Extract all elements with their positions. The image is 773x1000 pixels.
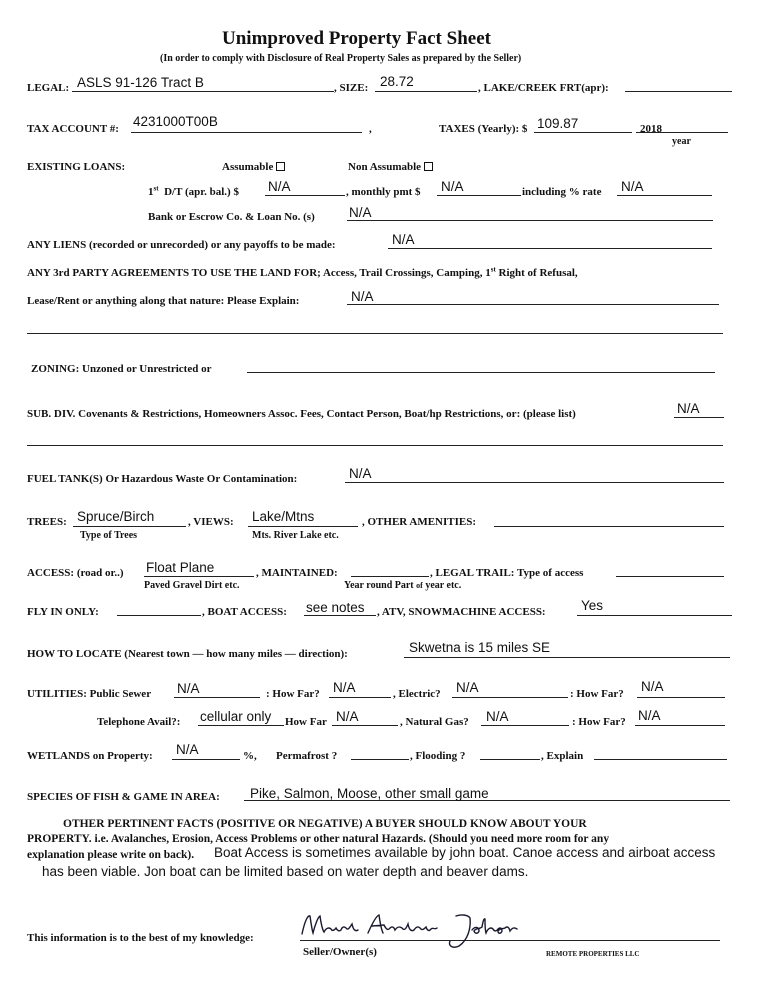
- views-label: , VIEWS:: [188, 516, 234, 528]
- dt-value[interactable]: N/A: [268, 179, 291, 194]
- wetlands-line: [172, 759, 240, 760]
- how-far-3-value[interactable]: N/A: [336, 709, 359, 724]
- zoning-line: [247, 372, 715, 373]
- fuel-value[interactable]: N/A: [349, 466, 372, 481]
- tax-account-value[interactable]: 4231000T00B: [133, 114, 218, 129]
- agreements-extra-line: [27, 333, 723, 334]
- electric-line: [452, 697, 568, 698]
- fuel-tank-label: FUEL TANK(S) Or Hazardous Waste Or Contamination:: [27, 473, 298, 485]
- how-to-locate-label: HOW TO LOCATE (Nearest town — how many miles — direction):: [27, 648, 348, 660]
- how-far-3-label: How Far: [285, 716, 327, 728]
- locate-line: [404, 657, 730, 658]
- seller-owner-label: Seller/Owner(s): [303, 946, 377, 958]
- subdiv-label: SUB. DIV. Covenants & Restrictions, Homeowners Assoc. Fees, Contact Person, Boat/hp Restrictions, or: (please list): [27, 408, 576, 420]
- atv-snowmachine-label: , ATV, SNOWMACHINE ACCESS:: [377, 606, 546, 618]
- natural-gas-label: , Natural Gas?: [400, 716, 469, 728]
- how-far-4-label: : How Far?: [572, 716, 626, 728]
- telephone-label: Telephone Avail?:: [97, 716, 181, 728]
- how-far-4-line: [635, 725, 725, 726]
- tax-year-line: [636, 132, 728, 133]
- views-line: [248, 526, 358, 527]
- fuel-line: [345, 482, 724, 483]
- bank-line: [347, 220, 713, 221]
- agreements-label-line2: Lease/Rent or anything along that nature: Please Explain:: [27, 295, 300, 307]
- liens-label: ANY LIENS (recorded or unrecorded) or any payoffs to be made:: [27, 239, 336, 251]
- bank-value[interactable]: N/A: [349, 205, 372, 220]
- non-assumable-label: Non Assumable: [348, 161, 422, 173]
- liens-line: [388, 248, 712, 249]
- size-line: [375, 91, 477, 92]
- pertinent-heading-line1: OTHER PERTINENT FACTS (POSITIVE OR NEGATIVE) A BUYER SHOULD KNOW ABOUT YOUR: [63, 818, 587, 830]
- size-label: , SIZE:: [334, 82, 369, 94]
- trees-line: [73, 526, 186, 527]
- pertinent-heading-line2: PROPERTY. i.e. Avalanches, Erosion, Access Problems or other natural Hazards. (Should you need more room for any: [27, 833, 610, 845]
- access-sublabel: Paved Gravel Dirt etc.: [144, 580, 240, 591]
- access-label: ACCESS: (road or..): [27, 567, 124, 579]
- tax-account-label: TAX ACCOUNT #:: [27, 123, 119, 135]
- company-name: REMOTE PROPERTIES LLC: [546, 950, 640, 958]
- wetlands-label: WETLANDS on Property:: [27, 750, 153, 762]
- species-label: SPECIES OF FISH & GAME IN AREA:: [27, 791, 220, 803]
- assumable-label: Assumable: [222, 161, 274, 173]
- species-value[interactable]: Pike, Salmon, Moose, other small game: [250, 786, 489, 801]
- fly-in-line: [117, 615, 201, 616]
- taxes-yearly-label: TAXES (Yearly): $: [439, 123, 528, 135]
- access-value[interactable]: Float Plane: [146, 560, 215, 575]
- rate-value[interactable]: N/A: [621, 179, 644, 194]
- how-far-1-line: [329, 697, 391, 698]
- other-amenities-label: , OTHER AMENITIES:: [362, 516, 476, 528]
- liens-value[interactable]: N/A: [392, 232, 415, 247]
- trees-value[interactable]: Spruce/Birch: [77, 509, 155, 524]
- assumable-option[interactable]: [222, 161, 285, 173]
- assumable-checkbox[interactable]: [276, 162, 285, 171]
- subdiv-extra-line: [27, 445, 723, 446]
- sewer-line: [174, 697, 260, 698]
- how-far-2-line: [637, 697, 725, 698]
- monthly-pmt-label: , monthly pmt $: [346, 186, 421, 198]
- subdiv-line: [674, 417, 724, 418]
- permafrost-line: [351, 759, 409, 760]
- rate-label: including % rate: [522, 186, 602, 198]
- natural-gas-value[interactable]: N/A: [486, 709, 509, 724]
- explain-label: , Explain: [541, 750, 584, 762]
- legal-line: [72, 91, 334, 92]
- non-assumable-checkbox[interactable]: [424, 162, 433, 171]
- pertinent-heading-line3: explanation please write on back).: [27, 849, 195, 861]
- explain-line: [594, 759, 727, 760]
- electric-value[interactable]: N/A: [456, 680, 479, 695]
- lake-creek-label: , LAKE/CREEK FRT(apr):: [478, 82, 609, 94]
- existing-loans-label: EXISTING LOANS:: [27, 161, 126, 173]
- telephone-value[interactable]: cellular only: [200, 709, 272, 724]
- permafrost-label: Permafrost ?: [276, 750, 338, 762]
- boat-access-label: , BOAT ACCESS:: [202, 606, 287, 618]
- legal-label: LEGAL:: [27, 82, 70, 94]
- pertinent-value-line2[interactable]: has been viable. Jon boat can be limited based on water depth and beaver dams.: [42, 864, 529, 879]
- how-far-2-value[interactable]: N/A: [641, 679, 664, 694]
- dt-line: [265, 195, 345, 196]
- how-far-2-label: : How Far?: [570, 688, 624, 700]
- trees-label: TREES:: [27, 516, 67, 528]
- maintained-line: [351, 576, 429, 577]
- tax-account-line: [131, 132, 362, 133]
- first-dt-label: 1st D/T (apr. bal.) $: [148, 184, 239, 198]
- natural-gas-line: [481, 725, 569, 726]
- non-assumable-option[interactable]: [348, 161, 433, 173]
- wetlands-percent: %,: [243, 750, 257, 762]
- how-far-3-line: [332, 725, 398, 726]
- wetlands-value[interactable]: N/A: [176, 742, 199, 757]
- sewer-value[interactable]: N/A: [177, 681, 200, 696]
- knowledge-statement: This information is to the best of my knowledge:: [27, 932, 254, 944]
- legal-trail-line: [616, 576, 724, 577]
- atv-value[interactable]: Yes: [581, 598, 604, 613]
- utilities-sewer-label: UTILITIES: Public Sewer: [27, 688, 152, 700]
- page-subtitle: (In order to comply with Disclosure of Real Property Sales as prepared by the Seller): [160, 53, 522, 64]
- monthly-value[interactable]: N/A: [441, 179, 464, 194]
- taxes-line: [534, 132, 632, 133]
- agreements-value[interactable]: N/A: [351, 289, 374, 304]
- trees-sublabel: Type of Trees: [80, 530, 138, 541]
- agreements-label-line1: ANY 3rd PARTY AGREEMENTS TO USE THE LAND FOR; Access, Trail Crossings, Camping, 1st Right of Refusal,: [27, 265, 578, 279]
- flooding-line: [480, 759, 540, 760]
- maintained-label: , MAINTAINED:: [256, 567, 338, 579]
- size-value[interactable]: 28.72: [380, 74, 414, 89]
- access-line: [144, 576, 254, 577]
- legal-value[interactable]: ASLS 91-126 Tract B: [77, 75, 204, 90]
- boat-access-value[interactable]: see notes: [306, 600, 365, 615]
- electric-label: , Electric?: [393, 688, 441, 700]
- how-far-1-label: : How Far?: [266, 688, 320, 700]
- tax-year-value: 2018: [640, 123, 662, 135]
- views-sublabel: Mts. River Lake etc.: [252, 530, 339, 541]
- zoning-label: ZONING: Unzoned or Unrestricted or: [31, 363, 212, 375]
- how-far-4-value[interactable]: N/A: [638, 708, 661, 723]
- agreements-line: [347, 304, 719, 305]
- bank-escrow-label: Bank or Escrow Co. & Loan No. (s): [148, 211, 315, 223]
- tax-year-label: year: [672, 136, 691, 147]
- legal-trail-label: , LEGAL TRAIL: Type of access: [430, 567, 584, 579]
- pertinent-value-line1[interactable]: Boat Access is sometimes available by john boat. Canoe access and airboat access: [214, 845, 716, 860]
- views-value[interactable]: Lake/Mtns: [252, 509, 315, 524]
- boat-access-line: [304, 615, 376, 616]
- rate-line: [617, 195, 712, 196]
- flooding-label: , Flooding ?: [410, 750, 466, 762]
- locate-value[interactable]: Skwetna is 15 miles SE: [409, 640, 551, 655]
- subdiv-value[interactable]: N/A: [677, 401, 700, 416]
- telephone-line: [198, 725, 284, 726]
- lake-creek-line: [625, 91, 732, 92]
- taxes-value[interactable]: 109.87: [537, 116, 579, 131]
- maintained-sublabel: Year round Part of year etc.: [344, 580, 462, 591]
- atv-line: [577, 615, 732, 616]
- tax-comma: ,: [369, 123, 372, 135]
- monthly-line: [437, 195, 521, 196]
- fly-in-label: FLY IN ONLY:: [27, 606, 99, 618]
- amenities-line: [494, 526, 724, 527]
- how-far-1-value[interactable]: N/A: [333, 680, 356, 695]
- page-title: Unimproved Property Fact Sheet: [222, 28, 491, 49]
